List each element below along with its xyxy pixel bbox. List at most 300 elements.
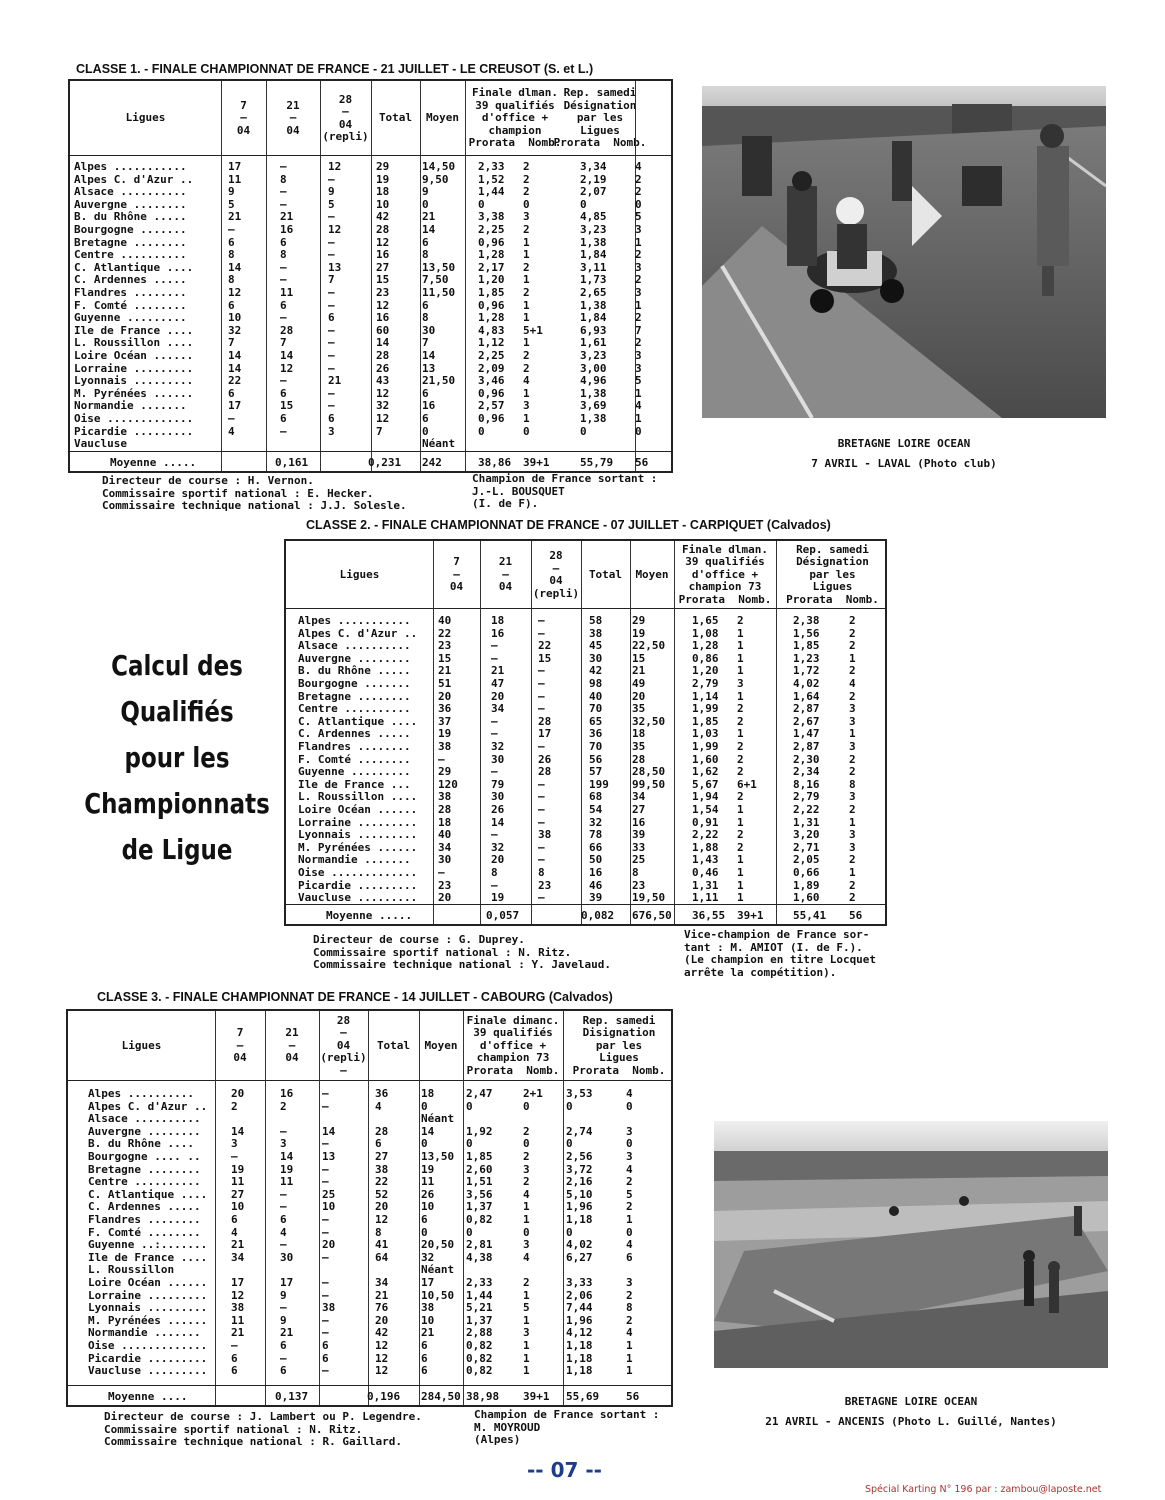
cell-c3: — — [328, 172, 335, 186]
cell-c2: 20 — [491, 853, 505, 867]
cell-c3: 23 — [538, 878, 552, 892]
cell-c3: — — [328, 210, 335, 224]
cell-rn: 7 — [635, 323, 642, 337]
cell-fp: 1,85 — [466, 1150, 493, 1163]
cell-rn: 1 — [626, 1364, 633, 1378]
cell-c3: — — [538, 702, 545, 716]
cell-fn: 1 — [523, 235, 530, 249]
cell-ligue: C. Ardennes ..... — [298, 727, 411, 741]
cell-fp: 0 — [478, 424, 485, 438]
table-row — [286, 678, 885, 691]
cell-rp: 3,00 — [580, 361, 607, 375]
classe2-table — [284, 539, 887, 926]
cell-fp: 1,94 — [692, 790, 719, 804]
cell-fp: 3,46 — [478, 374, 505, 388]
cell-moyen: 21,50 — [422, 374, 456, 388]
cell-rn: 5 — [626, 1187, 633, 1201]
cell-c1: 23 — [438, 878, 452, 892]
cell-c2: 11 — [280, 1175, 294, 1189]
cell-c2: 28 — [280, 323, 294, 337]
cell-c2: — — [280, 1351, 287, 1365]
cell-fn: 3 — [523, 1238, 530, 1252]
cell-fp: 0,82 — [466, 1351, 493, 1365]
cell-fp: 1,37 — [466, 1200, 493, 1214]
cell-fp: 1,28 — [692, 639, 719, 653]
cell-total: 68 — [589, 790, 603, 804]
cell-fp: 1,60 — [692, 752, 719, 766]
cell-rp: 2,05 — [793, 853, 820, 867]
header-cell-c3: 28 — 04 (repli) — [532, 549, 580, 600]
photo1-caption-line2: 7 AVRIL - LAVAL (Photo club) — [811, 457, 997, 470]
cell-rp: 1,38 — [580, 298, 607, 312]
cell-rn: 3 — [635, 223, 642, 236]
cell-fn: 1 — [737, 651, 744, 665]
moyenne-total: 0,231 — [368, 456, 402, 469]
cell-fn: 1 — [737, 891, 744, 905]
cell-ligue: Centre .......... — [298, 702, 411, 716]
cell-moyen: 19 — [421, 1162, 435, 1176]
cell-fn: 2 — [523, 223, 530, 236]
cell-rp: 2,30 — [793, 752, 820, 766]
cell-moyen: 7 — [422, 336, 429, 350]
cell-fp: 1,12 — [478, 336, 505, 350]
header-cell-total: Total — [378, 111, 413, 125]
cell-c1: 8 — [228, 273, 235, 287]
cell-fp: 5,67 — [692, 777, 719, 791]
cell-fp: 5,21 — [466, 1301, 493, 1315]
cell-c3: — — [322, 1162, 329, 1176]
moyenne-row — [286, 904, 885, 924]
cell-c3: 9 — [328, 185, 335, 199]
cell-fn: 2 — [523, 260, 530, 274]
cell-fp: 4,38 — [466, 1250, 493, 1264]
cell-c2: — — [280, 424, 287, 438]
cell-fn: 1 — [523, 311, 530, 325]
cell-rp: 2,56 — [566, 1150, 593, 1163]
cell-c2: — — [280, 1124, 287, 1138]
cell-fp: 2,25 — [478, 349, 505, 362]
cell-ligue: M. Pyrénées ...... — [74, 386, 194, 400]
cell-c1: 36 — [438, 702, 452, 716]
cell-moyen: 33 — [632, 840, 646, 854]
cell-rp: 2,38 — [793, 614, 820, 627]
cell-c1: 20 — [438, 689, 452, 703]
cell-moyen: 15 — [632, 651, 646, 665]
cell-fn: 1 — [737, 878, 744, 892]
cell-rp: 2,87 — [793, 702, 820, 716]
cell-c3: 21 — [328, 374, 342, 388]
cell-c2: — — [491, 639, 498, 653]
cell-ligue: F. Comté ........ — [74, 298, 187, 312]
cell-c1: 28 — [438, 803, 452, 816]
cell-ligue: Centre .......... — [74, 248, 187, 262]
cell-fp: 1,28 — [478, 311, 505, 325]
cell-ligue: Normandie ....... — [74, 399, 187, 413]
cell-fp: 1,03 — [692, 727, 719, 741]
cell-fp: 2,47 — [466, 1087, 493, 1100]
cell-c2: 34 — [491, 702, 505, 716]
cell-rn: 3 — [635, 361, 642, 375]
cell-fp: 1,31 — [692, 878, 719, 892]
cell-total: 16 — [589, 866, 603, 879]
cell-c2: — — [280, 185, 287, 199]
cell-moyen: 0 — [421, 1137, 428, 1151]
cell-fn: 0 — [523, 1099, 530, 1113]
cell-c1: 21 — [231, 1238, 245, 1252]
cell-c2: 30 — [280, 1250, 294, 1264]
cell-ligue: Alpes ........... — [298, 614, 411, 627]
cell-moyen: 19 — [632, 626, 646, 640]
cell-moyen: 28,50 — [632, 765, 666, 779]
cell-c3: — — [322, 1225, 329, 1239]
cell-fn: 0 — [523, 424, 530, 438]
table-row — [68, 1365, 671, 1378]
cell-ligue: Vaucluse ......... — [88, 1364, 208, 1378]
cell-moyen: 28 — [632, 752, 646, 766]
table-row — [68, 1113, 671, 1126]
table-row — [286, 766, 885, 779]
cell-fn: 1 — [523, 1313, 530, 1327]
cell-c3: — — [322, 1288, 329, 1302]
cell-moyen: 8 — [632, 866, 639, 879]
cell-total: 12 — [376, 298, 390, 312]
cell-moyen: 29 — [632, 614, 646, 627]
cell-c1: 12 — [228, 286, 242, 299]
cell-fp: 2,25 — [478, 223, 505, 236]
cell-rn: 2 — [849, 639, 856, 653]
cell-c1: 21 — [231, 1326, 245, 1340]
cell-rp: 2,65 — [580, 286, 607, 299]
cell-c2: — — [491, 714, 498, 728]
header-cell-finale: Finale dlman. 39 qualifiés d'office + champion Prorata Nomb. — [468, 86, 562, 150]
cell-rp: 1,89 — [793, 878, 820, 892]
cell-c3: 25 — [322, 1187, 336, 1201]
table-row — [68, 1302, 671, 1315]
cell-total: 199 — [589, 777, 609, 791]
cell-ligue: Guyenne ......... — [298, 765, 411, 779]
cell-c3: — — [328, 349, 335, 362]
cell-fp: 1,99 — [692, 740, 719, 753]
cell-fp: 1,37 — [466, 1313, 493, 1327]
cell-total: 42 — [376, 210, 390, 224]
cell-c1: 51 — [438, 677, 452, 690]
moyenne-row — [68, 1385, 671, 1405]
cell-total: 58 — [589, 614, 603, 627]
cell-total: 52 — [375, 1187, 389, 1201]
cell-ligue: L. Roussillon .... — [298, 790, 418, 804]
cell-fn: 1 — [523, 1288, 530, 1302]
cell-rn: 4 — [849, 677, 856, 690]
cell-total: 27 — [375, 1150, 389, 1163]
cell-c3: 17 — [538, 727, 552, 741]
cell-rp: 6,27 — [566, 1250, 593, 1264]
cell-total: 28 — [376, 349, 390, 362]
cell-c2: — — [280, 197, 287, 211]
cell-c2: 21 — [280, 210, 294, 224]
cell-fp: 2,33 — [478, 160, 505, 173]
cell-ligue: Loire Océan ...... — [88, 1276, 208, 1289]
cell-rn: 2 — [635, 311, 642, 325]
table-row — [68, 1277, 671, 1290]
cell-moyen: 13,50 — [422, 260, 456, 274]
cell-rn: 3 — [849, 740, 856, 753]
cell-rn: 4 — [635, 160, 642, 173]
cell-c1: 30 — [438, 853, 452, 867]
classe3-champion: Champion de France sortant : M. MOYROUD (Alpes) — [474, 1408, 660, 1446]
cell-rn: 8 — [849, 777, 856, 791]
cell-ligue: Bretagne ........ — [88, 1162, 201, 1176]
cell-rp: 1,38 — [580, 412, 607, 425]
cell-rp: 1,84 — [580, 248, 607, 262]
classe2-champion: Vice-champion de France sor- tant : M. AMIOT (I. de F.). (Le champion en titre Locquet arrête la compétition). — [684, 928, 877, 979]
cell-c2: 8 — [280, 248, 287, 262]
cell-c2: 8 — [491, 866, 498, 879]
cell-rp: 0,66 — [793, 866, 820, 879]
cell-c3: — — [538, 853, 545, 867]
cell-fn: 3 — [523, 1326, 530, 1340]
cell-c3: 28 — [538, 765, 552, 779]
photo-laval-paddock — [702, 86, 1106, 418]
cell-c3: — — [322, 1313, 329, 1327]
table-row — [70, 413, 671, 426]
cell-fn: 0 — [523, 1225, 530, 1239]
moyenne-rn: 56 — [635, 456, 649, 469]
cell-fp: 2,17 — [478, 260, 505, 274]
cell-rp: 1,96 — [566, 1313, 593, 1327]
cell-ligue: Flandres ........ — [298, 740, 411, 753]
cell-c1: 11 — [231, 1313, 245, 1327]
table-row — [68, 1239, 671, 1252]
photo2-caption-line2: 21 AVRIL - ANCENIS (Photo L. Guillé, Nantes) — [765, 1415, 1057, 1428]
cell-ligue: Normandie ....... — [298, 853, 411, 867]
cell-moyen: 18 — [632, 727, 646, 741]
cell-rp: 7,44 — [566, 1301, 593, 1315]
cell-total: 12 — [375, 1351, 389, 1365]
moyenne-rn: 56 — [849, 909, 863, 922]
cell-rn: 4 — [626, 1238, 633, 1252]
cell-rn: 1 — [626, 1351, 633, 1365]
cell-c1: 27 — [231, 1187, 245, 1201]
moyenne-rn: 56 — [626, 1390, 640, 1403]
header-cell-rep: Rep. samedi Désignation par les Ligues Prorata Nomb. — [786, 542, 879, 606]
cell-c1: 21 — [228, 210, 242, 224]
moyenne-fp: 36,55 — [692, 909, 726, 922]
cell-rp: 3,23 — [580, 349, 607, 362]
cell-moyen: 34 — [632, 790, 646, 804]
cell-total: 12 — [375, 1213, 389, 1226]
cell-c1: 11 — [228, 172, 242, 186]
cell-total: 78 — [589, 828, 603, 842]
header-cell-c3: 28 — 04 (repli) — [322, 92, 369, 143]
cell-moyen: 11,50 — [422, 286, 456, 299]
cell-ligue: Ile de France ... — [298, 777, 411, 791]
cell-rp: 1,18 — [566, 1351, 593, 1365]
cell-c1: 2 — [231, 1099, 238, 1113]
cell-ligue: Lorraine ......... — [74, 361, 194, 375]
cell-fp: 1,62 — [692, 765, 719, 779]
cell-ligue: F. Comté ........ — [88, 1225, 201, 1239]
cell-c2: 12 — [280, 361, 294, 375]
cell-fp: 0,82 — [466, 1213, 493, 1226]
cell-total: 42 — [375, 1326, 389, 1340]
cell-ligue: Oise ............. — [88, 1339, 208, 1352]
cell-fp: 0 — [466, 1225, 473, 1239]
cell-c3: 38 — [322, 1301, 336, 1315]
cell-total: 7 — [376, 424, 383, 438]
cell-c3: — — [538, 664, 545, 678]
cell-c2: — — [491, 828, 498, 842]
cell-c1: 8 — [228, 248, 235, 262]
cell-fn: 2 — [737, 714, 744, 728]
classe1-table — [68, 79, 673, 473]
cell-fp: 1,44 — [466, 1288, 493, 1302]
cell-rp: 2,79 — [793, 790, 820, 804]
cell-c2: 6 — [280, 1339, 287, 1352]
cell-c3: — — [328, 235, 335, 249]
cell-total: 21 — [375, 1288, 389, 1302]
cell-moyen: 11 — [421, 1175, 435, 1189]
cell-fn: 1 — [737, 853, 744, 867]
cell-fn: 2+1 — [523, 1087, 543, 1100]
cell-fp: 0,82 — [466, 1364, 493, 1378]
cell-ligue: L. Roussillon .... — [74, 336, 194, 350]
cell-c2: 15 — [280, 399, 294, 413]
cell-moyen: 49 — [632, 677, 646, 690]
cell-c1: — — [231, 1150, 238, 1163]
cell-moyen: 21 — [421, 1326, 435, 1340]
cell-c2: 18 — [491, 614, 505, 627]
cell-rp: 2,16 — [566, 1175, 593, 1189]
cell-rn: 1 — [635, 235, 642, 249]
cell-c1: 6 — [228, 386, 235, 400]
cell-c3: 10 — [322, 1200, 336, 1214]
cell-c2: — — [280, 273, 287, 287]
table-row — [70, 438, 671, 451]
cell-c2: 14 — [491, 815, 505, 829]
cell-moyen: 14 — [422, 223, 436, 236]
cell-rp: 3,11 — [580, 260, 607, 274]
cell-c2: 30 — [491, 790, 505, 804]
cell-rn: 2 — [849, 664, 856, 678]
header-cell-rep: Rep. samedi Disignation par les Ligues Prorata Nomb. — [572, 1013, 666, 1077]
cell-fn: 2 — [523, 1150, 530, 1163]
table-row — [286, 703, 885, 716]
cell-total: 28 — [375, 1124, 389, 1138]
header-cell-ligues: Ligues — [121, 1038, 162, 1052]
cell-c2: 16 — [491, 626, 505, 640]
table-row — [70, 186, 671, 199]
cell-fp: 2,09 — [478, 361, 505, 375]
cell-ligue: Flandres ........ — [88, 1213, 201, 1226]
cell-c3: 7 — [328, 273, 335, 287]
cell-c1: 40 — [438, 614, 452, 627]
header-cell-total: Total — [376, 1038, 411, 1052]
moyenne-total: 0,082 — [581, 909, 615, 922]
cell-fp: 1,28 — [478, 248, 505, 262]
cell-c1: 19 — [231, 1162, 245, 1176]
cell-fn: 5 — [523, 1301, 530, 1315]
cell-c1: 120 — [438, 777, 458, 791]
cell-c1: 4 — [228, 424, 235, 438]
cell-c3: 22 — [538, 639, 552, 653]
cell-c3: — — [538, 689, 545, 703]
table-row — [68, 1176, 671, 1189]
cell-c1: 7 — [228, 336, 235, 350]
cell-c1: 6 — [231, 1213, 238, 1226]
cell-fn: 1 — [737, 639, 744, 653]
cell-fp: 2,79 — [692, 677, 719, 690]
cell-ligue: Alsace .......... — [298, 639, 411, 653]
cell-c2: 30 — [491, 752, 505, 766]
header-cell-c1: 7 — 04 — [449, 555, 464, 594]
cell-fn: 1 — [523, 386, 530, 400]
cell-rn: 2 — [849, 878, 856, 892]
cell-rp: 4,02 — [793, 677, 820, 690]
cell-c3: 6 — [328, 412, 335, 425]
moyenne-label: Moyenne .... — [108, 1390, 188, 1403]
cell-fn: 1 — [737, 664, 744, 678]
cell-fp: 1,85 — [692, 714, 719, 728]
cell-fn: 1 — [737, 866, 744, 879]
cell-c1: 20 — [231, 1087, 245, 1100]
cell-rn: 2 — [635, 185, 642, 199]
cell-c1: 32 — [228, 323, 242, 337]
cell-rn: 3 — [626, 1276, 633, 1289]
cell-c2: 8 — [280, 172, 287, 186]
cell-fp: 1,65 — [692, 614, 719, 627]
classe2-title: CLASSE 2. - FINALE CHAMPIONNAT DE FRANCE - 07 JUILLET - CARPIQUET (Calvados) — [306, 518, 831, 532]
cell-fn: 4 — [523, 1250, 530, 1264]
cell-ligue: Bretagne ........ — [74, 235, 187, 249]
kart-track-image — [714, 1121, 1108, 1368]
cell-rp: 2,22 — [793, 803, 820, 816]
cell-ligue: Centre .......... — [88, 1175, 201, 1189]
cell-rp: 0 — [580, 424, 587, 438]
cell-fn: 3 — [523, 1162, 530, 1176]
table-row — [70, 161, 671, 174]
cell-c1: 38 — [438, 740, 452, 753]
cell-c3: — — [322, 1250, 329, 1264]
cell-fp: 0,91 — [692, 815, 719, 829]
cell-rn: 2 — [849, 891, 856, 905]
cell-rn: 1 — [849, 815, 856, 829]
cell-moyen: 35 — [632, 740, 646, 753]
cell-fp: 1,52 — [478, 172, 505, 186]
cell-c2: — — [280, 1187, 287, 1201]
header-cell-finale: Finale dlman. 39 qualifiés d'office + champion 73 Prorata Nomb. — [678, 542, 772, 606]
moyenne-moyen: 242 — [422, 456, 442, 469]
cell-ligue: B. du Rhône .... — [88, 1137, 194, 1151]
cell-c1: — — [228, 223, 235, 236]
cell-c2: 11 — [280, 286, 294, 299]
cell-c2: — — [280, 311, 287, 325]
cell-moyen: 38 — [421, 1301, 435, 1315]
cell-rp: 1,96 — [566, 1200, 593, 1214]
cell-rp: 3,53 — [566, 1087, 593, 1100]
cell-c3: — — [322, 1087, 329, 1100]
cell-total: 40 — [589, 689, 603, 703]
cell-fp: 1,20 — [692, 664, 719, 678]
table-row — [286, 640, 885, 653]
cell-c1: 14 — [228, 361, 242, 375]
cell-moyen: 22,50 — [632, 639, 666, 653]
cell-total: 15 — [376, 273, 390, 287]
cell-fn: 2 — [523, 172, 530, 186]
cell-fp: 2,33 — [466, 1276, 493, 1289]
cell-c1: 22 — [438, 626, 452, 640]
cell-fp: 1,51 — [466, 1175, 493, 1189]
table-row — [68, 1088, 671, 1101]
